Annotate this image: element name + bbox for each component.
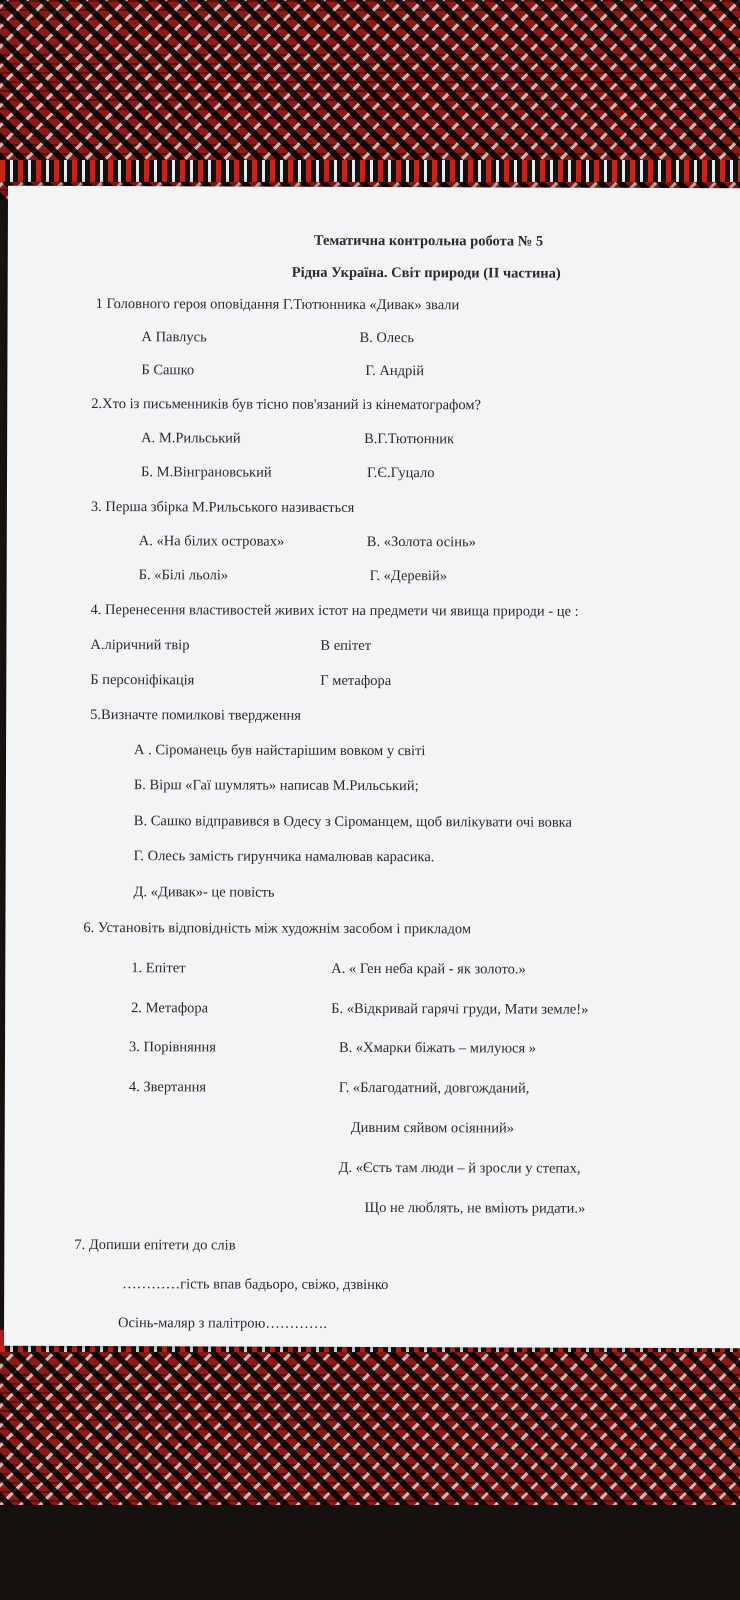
q4-option-b: Б персоніфікація: [90, 672, 195, 689]
q6-example-g-line2: Дивним сяйвом осіянний»: [350, 1119, 515, 1137]
q4-option-g: Г метафора: [320, 672, 392, 690]
q6-term-2: 2. Метафора: [131, 1000, 209, 1017]
q2-option-g: Г.Є.Гуцало: [366, 464, 435, 482]
q3-option-b: Б. «Білі льолі»: [138, 567, 229, 584]
embroidered-cloth-bottom: [0, 1330, 740, 1520]
q7-line-2: Осінь-маляр з палітрою………….: [118, 1315, 328, 1332]
question-1: 1 Головного героя оповідання Г.Тютюнника «Дивак» звали: [95, 296, 460, 314]
q2-option-a: А. М.Рильський: [141, 430, 241, 447]
q1-option-b: Б Сашко: [141, 362, 195, 379]
test-sheet: [4, 186, 740, 1349]
question-3: 3. Перша збірка М.Рильського називається: [90, 499, 355, 516]
q1-option-g: Г. Андрій: [365, 362, 425, 380]
q2-option-b: Б. М.Вінграновський: [140, 464, 272, 481]
question-5: 5.Визначте помилкові твердження: [90, 707, 301, 724]
q5-statement-a: А . Сіроманець був найстарішим вовком у світі: [134, 742, 426, 760]
q5-statement-d: Д. «Дивак»- це повість: [133, 884, 275, 901]
q6-example-g-line1: Г. «Благодатний, довгожданий,: [338, 1079, 530, 1097]
q6-example-d-line2: Що не люблять, не вміють ридати.»: [364, 1199, 586, 1217]
q1-option-v: В. Олесь: [359, 329, 415, 347]
q4-option-v: В епітет: [320, 637, 372, 654]
q6-term-4: 4. Звертання: [128, 1079, 207, 1096]
q6-example-v: В. «Хмарки біжать – милуюся »: [338, 1039, 537, 1057]
q2-option-v: В.Г.Тютюнник: [364, 430, 455, 448]
question-4: 4. Перенесення властивостей живих істот на предмети чи явища природи - це :: [90, 602, 579, 620]
question-2: 2.Хто із письменників був тісно пов'язаний із кінематографом?: [91, 396, 482, 414]
page-title: Тематична контрольна робота № 5: [313, 232, 544, 250]
q5-statement-v: В. Сашко відправився в Одесу з Сіроманцем, щоб вилікувати очі вовка: [133, 813, 572, 831]
q6-term-3: 3. Порівняння: [128, 1039, 217, 1056]
q7-line-1: …………гість впав бадьоро, свіжо, дзвінко: [122, 1276, 389, 1294]
dark-background: [0, 1505, 740, 1600]
page-subtitle: Рідна Україна. Світ природи (ІІ частина): [291, 264, 561, 282]
q5-statement-b: Б. Вірш «Гаї шумлять» написав М.Рильський;: [133, 777, 419, 795]
cloth-border-top: [0, 160, 740, 182]
q1-option-a: А Павлусь: [141, 329, 207, 346]
q3-option-v: В. «Золота осінь»: [366, 533, 476, 551]
q3-option-g: Г. «Деревій»: [369, 567, 448, 585]
q6-example-a: А. « Ген неба край - як золото.»: [331, 960, 526, 978]
question-6: 6. Установіть відповідність між художнім засобом і прикладом: [83, 919, 472, 938]
q5-statement-g: Г. Олесь замість гирунчика намалював карасика.: [133, 848, 435, 866]
q4-option-a: А.ліричний твір: [90, 637, 190, 654]
q6-term-1: 1. Епітет: [131, 960, 186, 977]
q6-example-b: Б. «Відкривай гарячі груди, Мати земле!»: [331, 1000, 589, 1018]
q6-example-d-line1: Д. «Єсть там люди – й зросли у степах,: [338, 1159, 581, 1177]
question-7: 7. Допиши епітети до слів: [74, 1236, 236, 1254]
q3-option-a: А. «На білих островах»: [138, 533, 285, 550]
